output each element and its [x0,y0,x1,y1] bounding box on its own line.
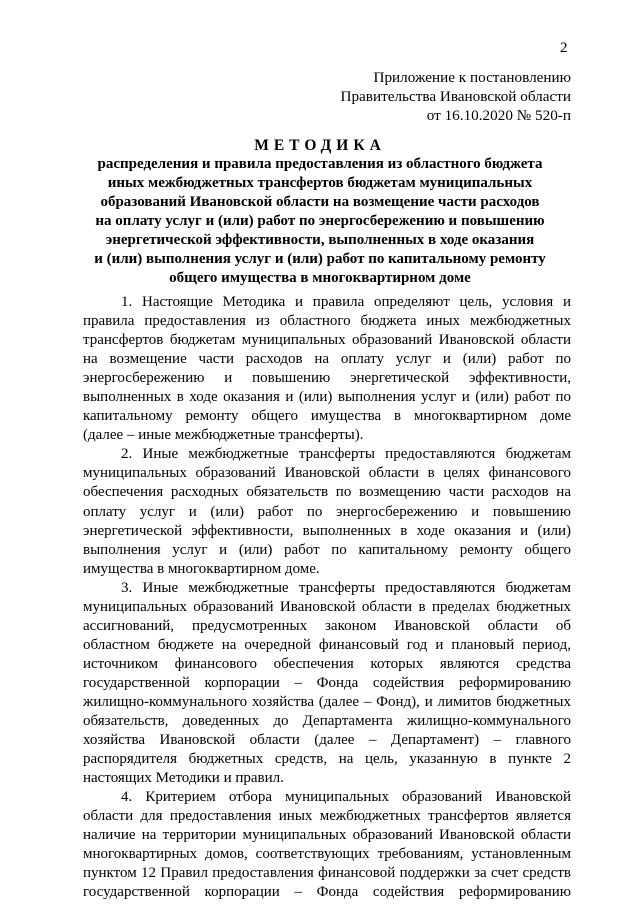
subtitle-line: на оплату услуг и (или) работ по энергосбережению и повышению [95,213,545,229]
body-line: источником финансового обеспечения которых являются средства [83,655,571,672]
body-line: энергетической эффективности, выполненных в ходе оказания и (или) [83,522,571,539]
body-line: ассигнований, предусмотренных законом Ивановской области об [83,617,571,634]
subtitle-line: и (или) выполнения услуг и (или) работ по капитальному ремонту [94,251,546,267]
document-subtitle [0,155,640,288]
subtitle-line: образований Ивановской области на возмещение части расходов [100,194,540,210]
body-line: 1. Настоящие Методика и правила определяют цель, условия и [121,294,571,310]
appendix-line: Правительства Ивановской области [340,88,571,105]
body-line: распорядителя бюджетных средств, на цель, указанную в пункте 2 [83,751,571,768]
document-body [83,293,571,903]
appendix-line: от 16.10.2020 № 520-п [426,107,571,124]
page-number: 2 [560,40,568,56]
body-line: правила предоставления из областного бюджета иных межбюджетных [83,313,571,330]
body-line: областном бюджете на очередной финансовый год и плановый период, [83,636,571,653]
body-line: области для предоставления иных межбюджетных трансфертов является [83,808,571,825]
subtitle-line: общего имущества в многоквартирном доме [169,270,471,286]
body-line: муниципальных образований Ивановской области в целях финансового [83,465,571,482]
subtitle-line: иных межбюджетных трансфертов бюджетам муниципальных [107,175,533,191]
body-line: государственной корпорации – Фонда содействия реформированию [83,674,571,691]
body-line: обязательств, доведенных до Департамента жилищно-коммунального [83,713,571,730]
appendix-line: Приложение к постановлению [373,69,571,86]
body-line: обеспечения расходных обязательств по возмещению части расходов на [83,484,571,501]
body-line: жилищно-коммунального хозяйства (далее – Фонд), и лимитов бюджетных [83,693,571,710]
body-line: оплату услуг и (или) работ по энергосбережению и повышению [83,503,571,520]
appendix-header [341,68,572,125]
body-line: имущества в многоквартирном доме. [83,560,320,577]
body-line: наличие на территории муниципальных образований Ивановской области [83,827,571,844]
body-line: многоквартирных домов, соответствующих требованиям, установленным [83,846,571,863]
body-line: пунктом 12 Правил предоставления финансовой поддержки за счет средств [83,865,571,882]
body-line: настоящих Методики и правил. [83,770,284,787]
body-line: государственной корпорации – Фонда содействия реформированию [83,884,571,901]
subtitle-line: распределения и правила предоставления из областного бюджета [97,156,543,172]
body-line: муниципальных образований Ивановской области в пределах бюджетных [83,598,571,615]
body-line: 4. Критерием отбора муниципальных образований Ивановской [121,789,571,806]
body-line: хозяйства Ивановской области (далее – Департамент) – главного [83,732,571,749]
body-line: выполненных в ходе оказания и (или) выполнения услуг и (или) работ по [83,389,571,406]
body-line: энергосбережению и повышению энергетической эффективности, [83,370,571,387]
body-line: на возмещение части расходов на оплату услуг и (или) работ по [83,351,571,368]
body-line: 3. Иные межбюджетные трансферты предоставляются бюджетам [121,579,571,596]
body-line: (далее – иные межбюджетные трансферты). [83,427,364,444]
document-title: МЕТОДИКА [254,137,386,154]
body-line: 2. Иные межбюджетные трансферты предоставляются бюджетам [121,446,571,463]
subtitle-line: энергетической эффективности, выполненных в ходе оказания [105,232,535,248]
body-line: выполнения услуг и (или) работ по капитальному ремонту общего [83,541,571,558]
body-line: трансфертов бюджетам муниципальных образований Ивановской области [83,332,571,349]
body-line: капитальному ремонту общего имущества в многоквартирном доме [83,408,571,425]
